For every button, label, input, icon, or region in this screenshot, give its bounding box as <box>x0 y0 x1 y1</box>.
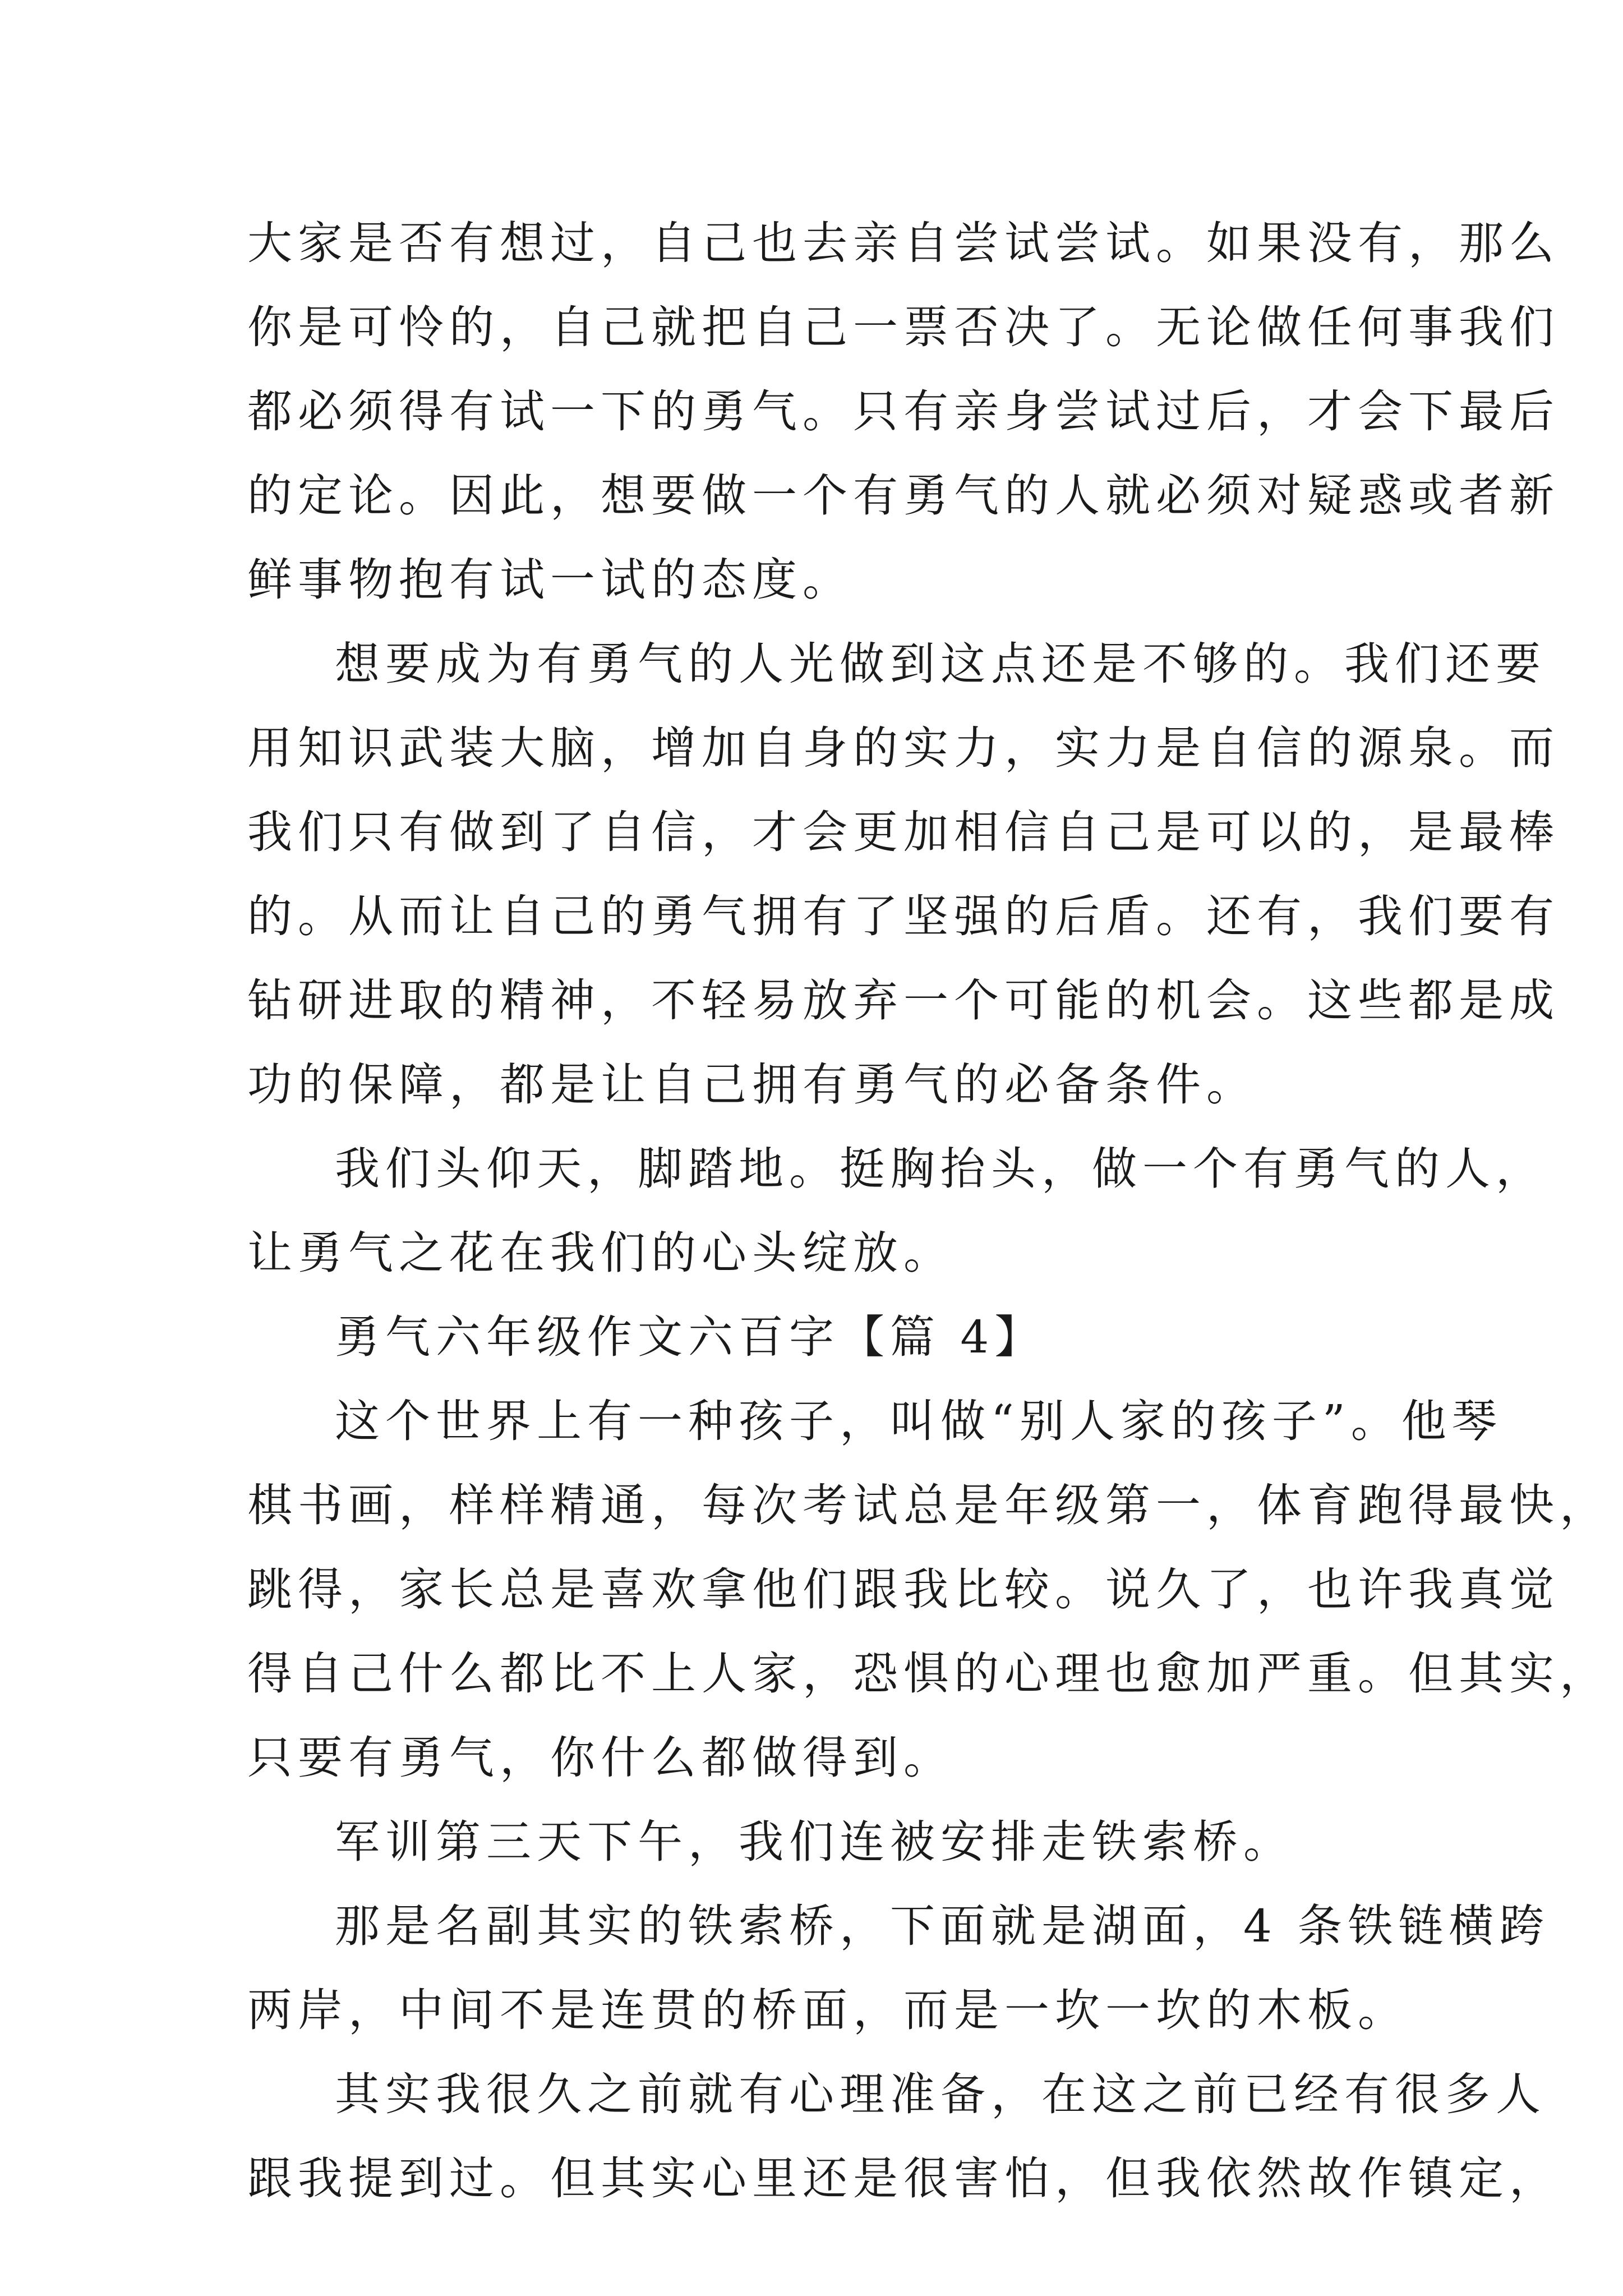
text-line: 功的保障，都是让自己拥有勇气的必备条件。 <box>247 1059 1257 1111</box>
text-line: 想要成为有勇气的人光做到这点还是不够的。我们还要 <box>335 638 1546 690</box>
text-line: 你是可怜的，自己就把自己一票否决了。无论做任何事我们 <box>247 301 1560 353</box>
text-line: 我们只有做到了自信，才会更加相信自己是可以的，是最棒 <box>247 806 1560 858</box>
section-heading: 勇气六年级作文六百字【篇 4】 <box>335 1311 1045 1363</box>
text-line: 的。从而让自己的勇气拥有了坚强的后盾。还有，我们要有 <box>247 890 1560 942</box>
text-line: 只要有勇气，你什么都做得到。 <box>247 1732 954 1784</box>
text-line: 都必须得有试一下的勇气。只有亲身尝试过后，才会下最后 <box>247 385 1560 438</box>
text-line: 我们头仰天，脚踏地。挺胸抬头，做一个有勇气的人， <box>335 1143 1546 1195</box>
text-line: 跟我提到过。但其实心里还是很害怕，但我依然故作镇定， <box>247 2152 1560 2205</box>
text-line: 鲜事物抱有试一试的态度。 <box>247 554 853 606</box>
text-line: 军训第三天下午，我们连被安排走铁索桥。 <box>335 1816 1294 1868</box>
text-line: 那是名副其实的铁索桥，下面就是湖面，4 条铁链横跨 <box>335 1900 1550 1952</box>
text-line: 得自己什么都比不上人家，恐惧的心理也愈加严重。但其实， <box>247 1648 1610 1700</box>
text-line: 跳得，家长总是喜欢拿他们跟我比较。说久了，也许我真觉 <box>247 1563 1560 1616</box>
text-line: 棋书画，样样精通，每次考试总是年级第一，体育跑得最快， <box>247 1479 1610 1531</box>
text-line: 让勇气之花在我们的心头绽放。 <box>247 1227 954 1279</box>
text-line: 用知识武装大脑，增加自身的实力，实力是自信的源泉。而 <box>247 722 1560 774</box>
text-line: 其实我很久之前就有心理准备，在这之前已经有很多人 <box>335 2068 1546 2120</box>
text-line: 钻研进取的精神，不轻易放弃一个可能的机会。这些都是成 <box>247 974 1560 1027</box>
text-line: 两岸，中间不是连贯的桥面，而是一坎一坎的木板。 <box>247 1984 1408 2036</box>
text-line: 大家是否有想过，自己也去亲自尝试尝试。如果没有，那么 <box>247 217 1560 269</box>
text-line: 这个世界上有一种孩子，叫做“别人家的孩子”。他琴 <box>335 1395 1502 1447</box>
text-line: 的定论。因此，想要做一个有勇气的人就必须对疑惑或者新 <box>247 470 1560 522</box>
